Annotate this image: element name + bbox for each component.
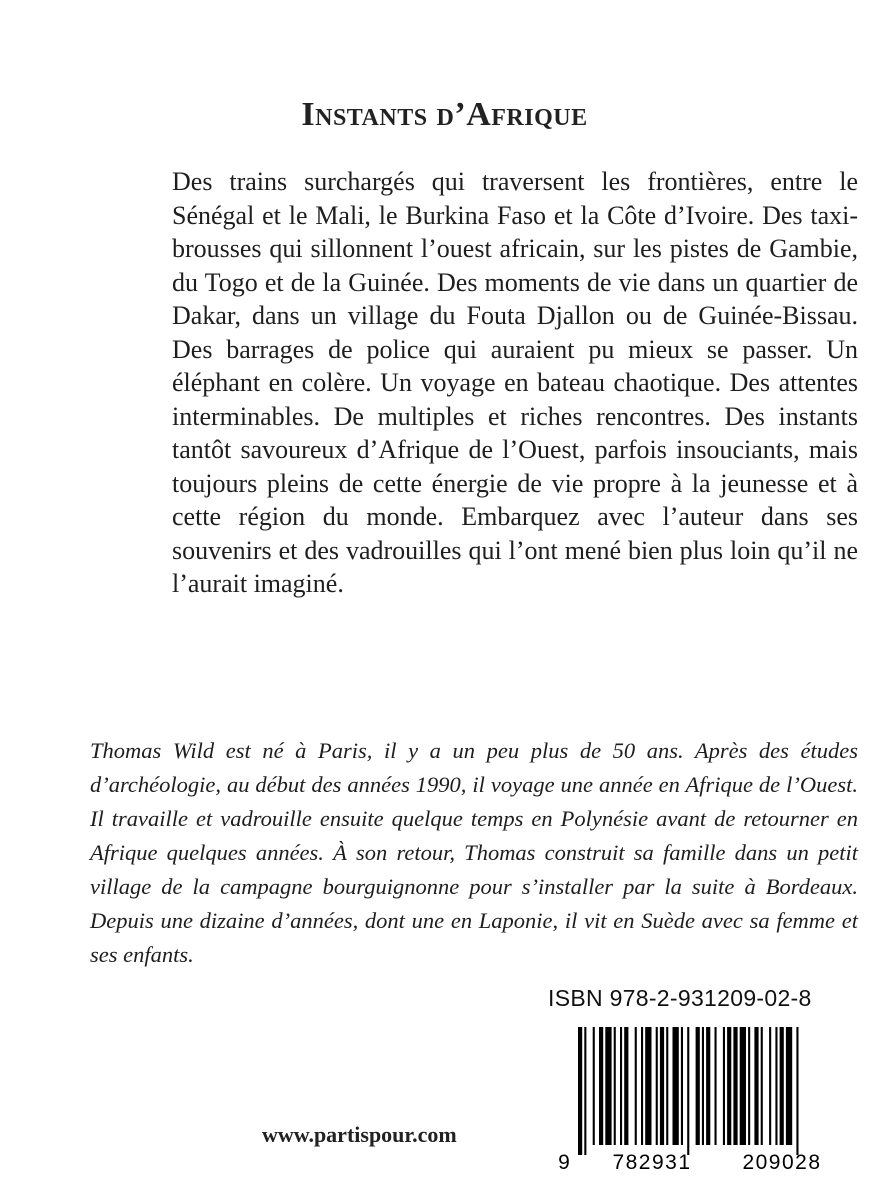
barcode-icon [556,1025,856,1175]
publisher-website: www.partispour.com [262,1122,457,1147]
barcode-right-digits: 209028 [742,1151,822,1174]
barcode-first-digit: 9 [558,1151,570,1174]
book-title: Instants d’Afrique [301,96,588,133]
isbn-label: ISBN 978-2-931209-02-8 [548,985,812,1011]
author-bio: Thomas Wild est né à Paris, il y a un peu plus de 50 ans. Après des études d’archéologie, au début des années 1990, il voyage une année en Afrique de l’Ouest. Il travaille et vadrouille ensuite quelque temps en Polynésie avant de retourner en Afrique quelques années. À son retour, Thomas construit sa famille dans un petit village de la campagne bourguignonne pour s’installer par la suite à Bordeaux. Depuis une dizaine d’années, dont une en Laponie, il vit en Suède avec sa femme et ses enfants. [90,738,858,967]
book-blurb: Des trains surchargés qui traversent les frontières, entre le Sénégal et le Mali, le Burkina Faso et la Côte d’Ivoire. Des taxi-brousses qui sillonnent l’ouest africain, sur les pistes de Gambie, du Togo et de la Guinée. Des moments de vie dans un quartier de Dakar, dans un village du Fouta Djallon ou de Guinée-Bissau. Des barrages de police qui auraient pu mieux se passer. Un éléphant en colère. Un voyage en bateau chaotique. Des attentes interminables. De multiples et riches rencontres. Des instants tantôt savoureux d’Afrique de l’Ouest, parfois insouciants, mais toujours pleins de cette énergie de vie propre à la jeunesse et à cette région du monde. Embarquez avec l’auteur dans ses souvenirs et des vadrouilles qui l’ont mené bien plus loin qu’il ne l’aurait imaginé. [172,167,858,598]
barcode-left-digits: 782931 [612,1151,692,1174]
